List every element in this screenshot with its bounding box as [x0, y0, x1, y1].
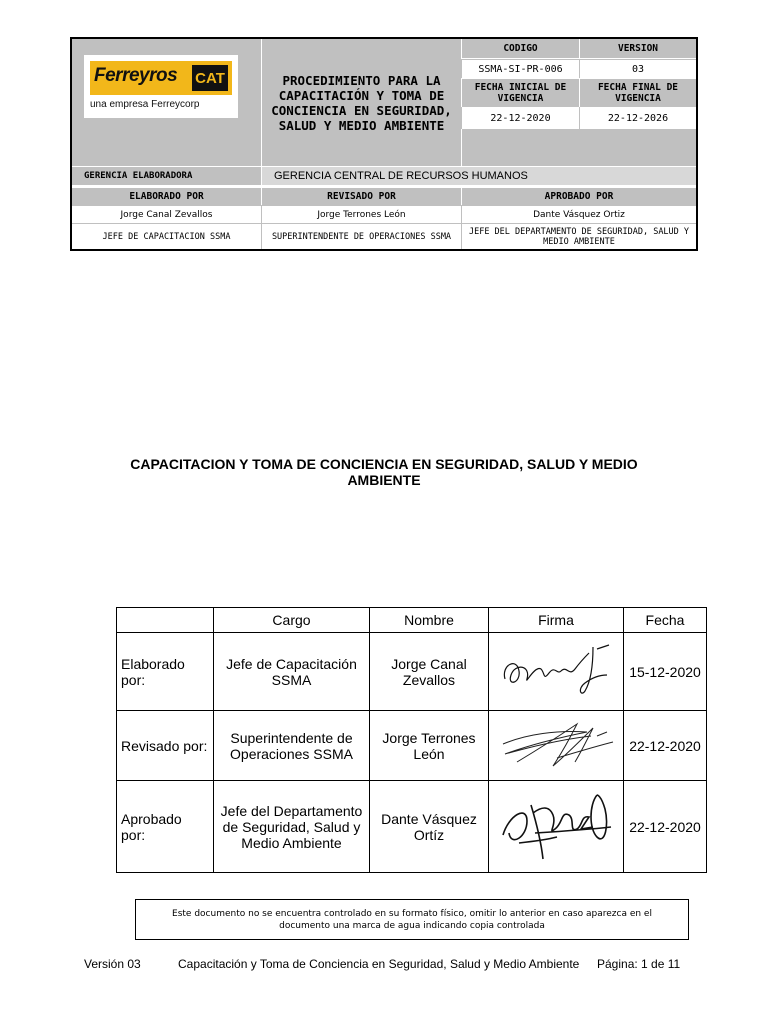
row-role: Aprobado por:: [117, 781, 214, 873]
footer-page: Página: 1 de 11: [597, 957, 681, 971]
footer-version: Versión 03: [84, 957, 141, 971]
signature-image: [497, 635, 615, 705]
code-label: CODIGO: [461, 39, 579, 58]
version-value: 03: [579, 59, 696, 78]
elaborado-header: ELABORADO POR: [72, 188, 261, 205]
table-row: [117, 711, 707, 781]
signature-cell: [489, 781, 624, 873]
column-header-nombre: Nombre: [370, 608, 489, 633]
footer-title: Capacitación y Toma de Conciencia en Seguridad, Salud y Medio Ambiente: [178, 957, 580, 971]
document-title: CAPACITACION Y TOMA DE CONCIENCIA EN SEGURIDAD, SALUD Y MEDIO AMBIENTE: [130, 456, 638, 488]
signature-image: [497, 714, 615, 774]
table-header-row: [117, 608, 707, 633]
row-role: Revisado por:: [117, 711, 214, 781]
code-value: SSMA-SI-PR-006: [461, 59, 579, 78]
column-header-fecha: Fecha: [624, 608, 707, 633]
start-date-value: 22-12-2020: [461, 107, 579, 129]
row-nombre: Dante Vásquez Ortíz: [370, 781, 489, 873]
document-header: [70, 37, 698, 251]
row-nombre: Jorge Canal Zevallos: [370, 633, 489, 711]
row-role: Elaborado por:: [117, 633, 214, 711]
aprobado-role: JEFE DEL DEPARTAMENTO DE SEGURIDAD, SALUD Y MEDIO AMBIENTE: [461, 223, 696, 249]
logo-tagline: una empresa Ferreycorp: [90, 99, 200, 110]
aprobado-name: Dante Vásquez Ortiz: [461, 205, 696, 223]
version-label: VERSION: [579, 39, 696, 58]
start-date-label: FECHA INICIAL DE VIGENCIA: [461, 79, 579, 107]
header-filler: [461, 129, 696, 166]
procedure-title-cell: [261, 39, 461, 166]
revisado-role: SUPERINTENDENTE DE OPERACIONES SSMA: [261, 223, 461, 249]
column-header-firma: Firma: [489, 608, 624, 633]
aprobado-header: APROBADO POR: [461, 188, 696, 205]
logo-area: [72, 39, 261, 166]
column-header-cargo: Cargo: [214, 608, 370, 633]
row-cargo: Jefe del Departamento de Seguridad, Salud y Medio Ambiente: [214, 781, 370, 873]
end-date-value: 22-12-2026: [579, 107, 696, 129]
signature-cell: [489, 633, 624, 711]
row-fecha: 15-12-2020: [624, 633, 707, 711]
end-date-label: FECHA FINAL DE VIGENCIA: [579, 79, 696, 107]
signature-table: [116, 607, 707, 873]
cat-logo-mark: CAT: [192, 65, 228, 91]
elaborado-name: Jorge Canal Zevallos: [72, 205, 261, 223]
row-cargo: Superintendente de Operaciones SSMA: [214, 711, 370, 781]
gerencia-value: GERENCIA CENTRAL DE RECURSOS HUMANOS: [261, 166, 696, 185]
table-row: [117, 781, 707, 873]
revisado-name: Jorge Terrones León: [261, 205, 461, 223]
gerencia-label: GERENCIA ELABORADORA: [72, 166, 261, 185]
control-note: Este documento no se encuentra controlado en su formato físico, omitir lo anterior en caso aparezca en el documento una marca de agua indicando copia controlada: [135, 899, 689, 940]
row-cargo: Jefe de Capacitación SSMA: [214, 633, 370, 711]
procedure-title: PROCEDIMIENTO PARA LA CAPACITACIÓN Y TOMA DE CONCIENCIA EN SEGURIDAD, SALUD Y MEDIO AMBIENTE: [271, 72, 452, 133]
row-nombre: Jorge Terrones León: [370, 711, 489, 781]
elaborado-role: JEFE DE CAPACITACION SSMA: [72, 223, 261, 249]
signature-cell: [489, 711, 624, 781]
column-header-role: [117, 608, 214, 633]
row-fecha: 22-12-2020: [624, 711, 707, 781]
table-row: [117, 633, 707, 711]
logo-brand: Ferreyros: [94, 65, 178, 86]
signature-image: [497, 785, 615, 865]
row-fecha: 22-12-2020: [624, 781, 707, 873]
company-logo: [84, 55, 238, 118]
revisado-header: REVISADO POR: [261, 188, 461, 205]
